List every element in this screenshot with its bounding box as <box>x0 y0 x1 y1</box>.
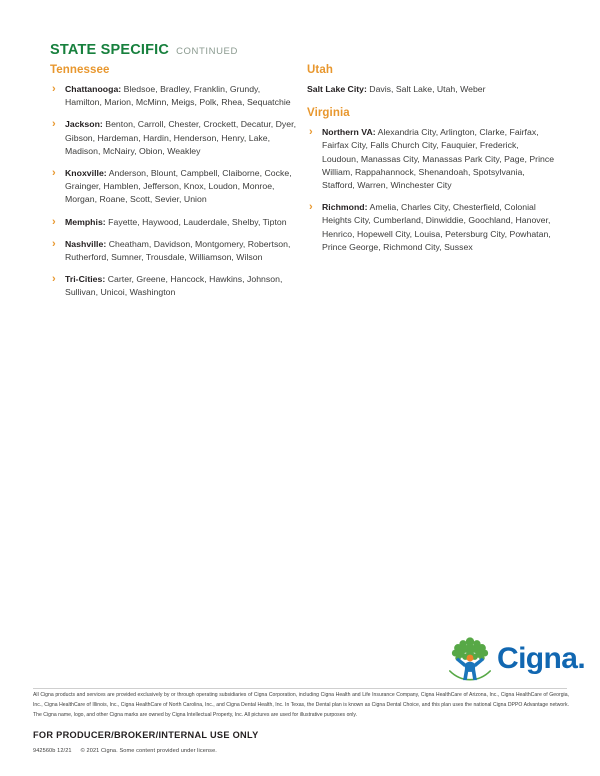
document-code: 942560b 12/21 <box>33 748 72 754</box>
column-right <box>307 64 555 263</box>
market-counties-list: Anderson, Blount, Campbell, Claiborne, Cocke, Grainger, Hamblen, Jefferson, Knox, Loudon, Monroe, Morgan, Roane, Scott, Sevier, Union <box>65 168 292 205</box>
footer-divider <box>33 688 567 689</box>
chevron-right-icon: › <box>52 273 56 286</box>
market-entry-text <box>65 118 298 158</box>
market-entry-text <box>65 83 298 109</box>
legal-disclaimer: All Cigna products and services are provided exclusively by or through operating subsidiaries of Cigna Corporation, including Cigna Health and Life Insurance Company, Cigna HealthCare of Arizona, Inc., Cigna HealthCare of Georgia, Inc., Cigna HealthCare of Illinois, Inc., Cigna HealthCare of North Carolina, Inc., and Cigna Dental Health, Inc. In Texas, the Dental plan is known as Cigna Dental Choice, and this plan uses the national Cigna DPPO Advantage network. The Cigna name, logo, and other Cigna marks are owned by Cigna Intellectual Property, Inc. All pictures are used for illustrative purposes only. <box>33 692 569 718</box>
section-header <box>50 42 238 58</box>
market-entry-text <box>65 216 298 229</box>
market-city-label: Salt Lake City: <box>307 84 367 94</box>
market-city-label: Knoxville: <box>65 168 107 179</box>
state-heading: Virginia <box>307 107 350 120</box>
cigna-tree-icon <box>447 635 493 683</box>
chevron-right-icon: › <box>52 237 56 250</box>
market-counties-list: Davis, Salt Lake, Utah, Weber <box>369 84 486 94</box>
market-counties-list: Alexandria City, Arlington, Clarke, Fairfax, Fairfax City, Falls Church City, Fauquier, Frederick, Loudoun, Manassas City, Manassas Park City, Page, Prince William, Rappahannock, Shenandoah, Spotsylvania, Stafford, Warren, Winchester City <box>322 127 555 191</box>
page-title-continued: CONTINUED <box>176 46 238 57</box>
market-list-item <box>50 83 298 109</box>
market-entry-text <box>65 238 298 264</box>
market-entry-text <box>65 167 298 207</box>
market-list-item <box>50 167 298 207</box>
market-list-item <box>50 216 298 229</box>
document-code-line <box>33 748 217 754</box>
cigna-wordmark: Cigna. <box>497 642 586 675</box>
column-left <box>50 64 298 309</box>
market-counties-list: Cheatham, Davidson, Montgomery, Robertson, Rutherford, Sumner, Trousdale, Williamson, Wilson <box>65 238 291 263</box>
market-entry-text <box>322 201 555 254</box>
market-city-label: Chattanooga: <box>65 84 122 94</box>
market-city-label: Northern VA: <box>322 127 376 138</box>
internal-use-notice: FOR PRODUCER/BROKER/INTERNAL USE ONLY <box>33 730 259 740</box>
chevron-right-icon: › <box>52 118 56 131</box>
market-city-label: Richmond: <box>322 202 368 213</box>
page-title: STATE SPECIFIC <box>50 42 170 58</box>
market-list-item <box>307 83 555 96</box>
cigna-logo <box>447 634 586 684</box>
chevron-right-icon: › <box>309 126 313 139</box>
market-counties-list: Amelia, Charles City, Chesterfield, Colonial Heights City, Cumberland, Dinwiddie, Goochland, Hanover, Henrico, Hopewell City, Louisa, Petersburg City, Powhatan, Prince George, Richmond City, Sussex <box>322 202 551 252</box>
market-list-item <box>50 238 298 264</box>
copyright-text: © 2021 Cigna. Some content provided under license. <box>80 748 217 754</box>
state-block <box>307 83 555 96</box>
market-city-label: Memphis: <box>65 216 106 227</box>
chevron-right-icon: › <box>309 201 313 214</box>
market-list-item <box>50 118 298 158</box>
state-block <box>50 83 298 300</box>
market-entry-text <box>65 273 298 299</box>
market-list-item <box>307 201 555 254</box>
market-city-label: Nashville: <box>65 238 107 249</box>
state-heading: Utah <box>307 64 333 76</box>
chevron-right-icon: › <box>52 215 56 228</box>
market-list-item <box>307 126 555 192</box>
market-list-item <box>50 273 298 299</box>
chevron-right-icon: › <box>52 167 56 180</box>
market-city-label: Jackson: <box>65 119 103 130</box>
chevron-right-icon: › <box>52 83 56 95</box>
market-counties-list: Carter, Greene, Hancock, Hawkins, Johnson, Sullivan, Unicoi, Washington <box>65 274 283 298</box>
state-heading: Tennessee <box>50 64 110 76</box>
market-counties-list: Benton, Carroll, Chester, Crockett, Decatur, Dyer, Gibson, Hardeman, Hardin, Henderson, Henry, Lake, Madison, McNairy, Obion, Weakley <box>65 119 297 156</box>
state-block <box>307 126 555 254</box>
market-city-label: Tri-Cities: <box>65 274 106 285</box>
market-entry-text <box>322 126 555 192</box>
market-counties-list: Fayette, Haywood, Lauderdale, Shelby, Tipton <box>108 216 287 227</box>
market-counties-list: Bledsoe, Bradley, Franklin, Grundy, Hamilton, Marion, McMinn, Meigs, Polk, Rhea, Sequatchie <box>65 84 291 108</box>
